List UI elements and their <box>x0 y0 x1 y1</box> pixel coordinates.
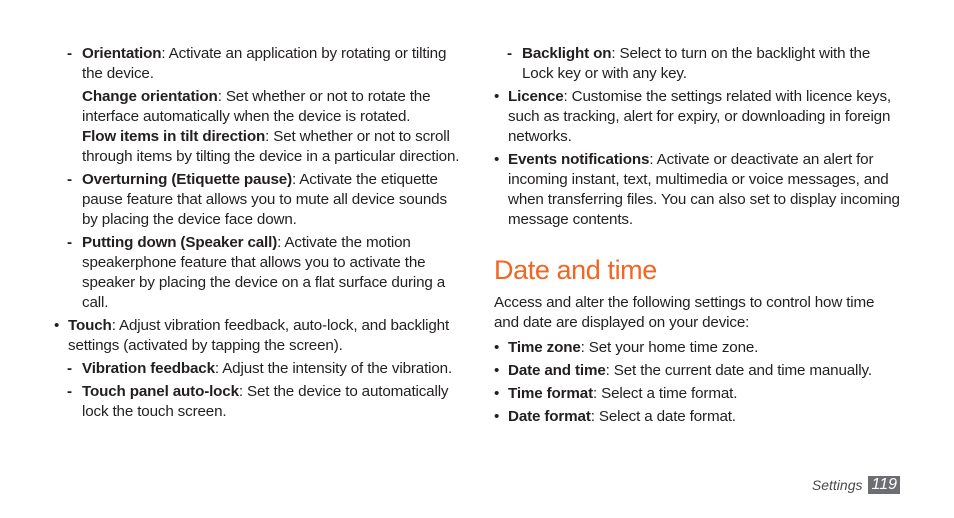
item-text: : Set the device to automatically lock the touch screen. <box>82 383 449 420</box>
item-text: : Activate an application by rotating or tilting the device. <box>82 45 447 82</box>
vibration-feedback-item <box>54 359 464 379</box>
item-text: : Customise the settings related with licence keys, such as tracking, alert for expiry, or downloading in foreign networks. <box>508 88 891 145</box>
item-text: : Adjust the intensity of the vibration. <box>214 360 453 377</box>
dash-marker: - <box>67 45 72 62</box>
backlight-on-item <box>494 44 902 84</box>
item-text: : Set your home time zone. <box>580 339 759 356</box>
bullet-marker: • <box>494 408 500 425</box>
item-title: Events notifications <box>508 151 650 168</box>
date-format-item <box>494 407 902 427</box>
dash-marker: - <box>67 234 72 251</box>
putting-down-item <box>54 233 464 313</box>
item-text: : Activate the motion speakerphone feature that allows you to activate the speaker by placing the device on a flat surface during a call. <box>82 234 446 311</box>
item-title: Change orientation <box>82 88 218 105</box>
bullet-marker: • <box>494 88 500 105</box>
left-column <box>54 44 464 425</box>
time-zone-item <box>494 338 902 358</box>
events-notifications-item <box>494 150 902 230</box>
item-text: : Set the current date and time manually. <box>605 362 872 379</box>
item-title: Time zone <box>508 339 581 356</box>
item-text: : Select a date format. <box>590 408 736 425</box>
licence-item <box>494 87 902 147</box>
time-format-item <box>494 384 902 404</box>
item-title: Date and time <box>508 362 606 379</box>
item-title: Date format <box>508 408 591 425</box>
dash-marker: - <box>67 383 72 400</box>
item-title: Flow items in tilt direction <box>82 128 266 145</box>
touch-panel-autolock-item <box>54 382 464 422</box>
item-text: : Select a time format. <box>593 385 738 402</box>
item-title: Overturning (Etiquette pause) <box>82 171 292 188</box>
right-column <box>494 44 902 430</box>
dash-marker: - <box>507 45 512 62</box>
item-text: : Activate or deactivate an alert for incoming instant, text, multimedia or voice messages, and when transferring files. You can also set to display incoming message contents. <box>508 151 900 228</box>
bullet-marker: • <box>494 339 500 356</box>
item-text: : Set whether or not to scroll through items by tilting the device in a particular direction. <box>82 128 460 165</box>
item-text: : Adjust vibration feedback, auto-lock, and backlight settings (activated by tapping the screen). <box>68 317 450 354</box>
flow-items-text <box>82 127 464 167</box>
item-title: Backlight on <box>522 45 612 62</box>
touch-item <box>54 316 464 356</box>
bullet-marker: • <box>494 362 500 379</box>
change-orientation-text <box>82 87 464 127</box>
bullet-marker: • <box>54 317 60 334</box>
item-title: Touch <box>68 317 112 334</box>
page-number: 119 <box>868 476 900 494</box>
item-text: : Activate the etiquette pause feature that allows you to mute all device sounds by placing the device face down. <box>82 171 447 228</box>
section-intro: Access and alter the following settings to control how time and date are displayed on your device: <box>494 294 875 331</box>
date-and-time-item <box>494 361 902 381</box>
orientation-item <box>54 44 464 84</box>
orientation-subitems <box>54 87 464 167</box>
item-title: Orientation <box>82 45 162 62</box>
item-text: : Set whether or not to rotate the interface automatically when the device is rotated. <box>82 88 431 125</box>
dash-marker: - <box>67 360 72 377</box>
overturning-item <box>54 170 464 230</box>
page-footer <box>812 476 900 494</box>
item-title: Time format <box>508 385 593 402</box>
item-title: Licence <box>508 88 564 105</box>
item-title: Vibration feedback <box>82 360 215 377</box>
bullet-marker: • <box>494 385 500 402</box>
dash-marker: - <box>67 171 72 188</box>
section-label: Settings <box>811 477 863 493</box>
bullet-marker: • <box>494 151 500 168</box>
item-title: Touch panel auto-lock <box>82 383 239 400</box>
item-text: : Select to turn on the backlight with the Lock key or with any key. <box>522 45 871 82</box>
item-title: Putting down (Speaker call) <box>82 234 278 251</box>
section-heading: Date and time <box>494 255 657 285</box>
